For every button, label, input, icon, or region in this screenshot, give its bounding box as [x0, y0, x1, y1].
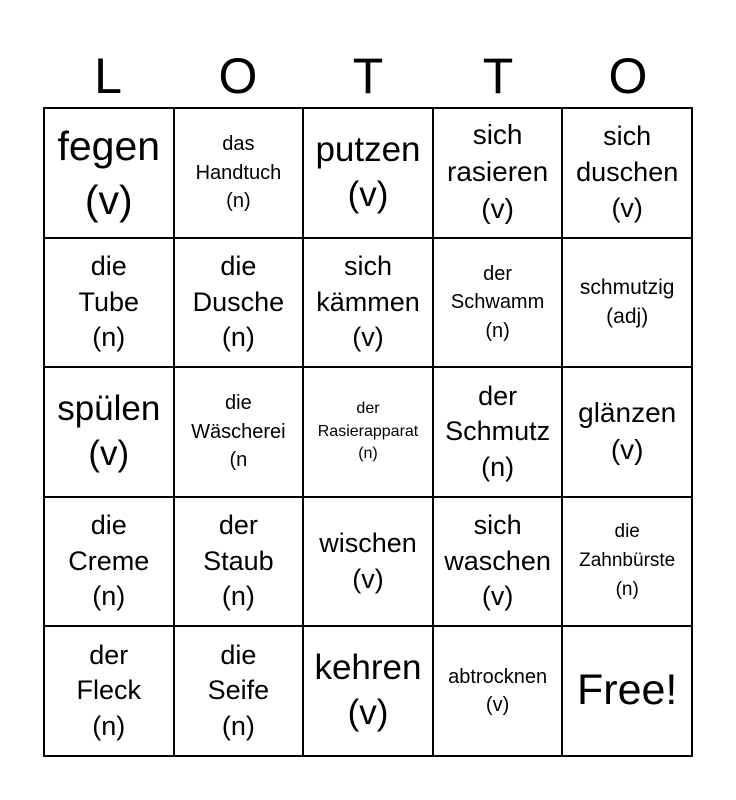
bingo-cell-label: abtrocknen (v) [448, 665, 548, 717]
bingo-cell-label: die Creme (n) [68, 510, 150, 612]
bingo-cell-label: putzen (v) [315, 130, 421, 214]
bingo-cell-label: die Seife (n) [207, 639, 270, 741]
bingo-cell-r3-c5[interactable] [562, 367, 692, 497]
bingo-cell-r4-c4[interactable] [433, 497, 563, 627]
bingo-cell-label: die Tube (n) [78, 250, 140, 353]
bingo-cell-r5-c5[interactable] [562, 626, 692, 756]
bingo-cell-r5-c4[interactable] [433, 626, 563, 756]
header-letter-3: T [352, 48, 384, 104]
bingo-cell-label: die Wäscherei (n [191, 392, 286, 472]
bingo-cell-r4-c3[interactable] [303, 497, 433, 627]
bingo-cell-label: der Staub (n) [203, 510, 274, 612]
bingo-cell-r1-c2[interactable] [174, 108, 304, 238]
bingo-cell-label: glänzen (v) [578, 397, 677, 465]
bingo-cell-r3-c4[interactable] [433, 367, 563, 497]
bingo-cell-r2-c4[interactable] [433, 238, 563, 368]
bingo-cell-r1-c5[interactable] [562, 108, 692, 238]
bingo-cell-r2-c5[interactable] [562, 238, 692, 368]
bingo-cell-r3-c2[interactable] [174, 367, 304, 497]
bingo-cell-label: die Zahnbürste (n) [579, 521, 676, 601]
bingo-cell-r2-c1[interactable] [44, 238, 174, 368]
bingo-cell-r5-c1[interactable] [44, 626, 174, 756]
bingo-cell-label: die Dusche (n) [192, 250, 285, 353]
bingo-cell-label: der Schmutz (n) [445, 380, 551, 482]
bingo-cell-label: sich waschen (v) [444, 510, 551, 612]
bingo-cell-r1-c4[interactable] [433, 108, 563, 238]
bingo-cell-r5-c3[interactable] [303, 626, 433, 756]
bingo-cell-label: Free! [577, 666, 678, 715]
bingo-cell-r3-c1[interactable] [44, 367, 174, 497]
bingo-cell-r2-c2[interactable] [174, 238, 304, 368]
bingo-cell-label: der Schwamm (n) [450, 262, 545, 342]
bingo-cell-label: sich duschen (v) [576, 121, 679, 223]
bingo-cell-label: sich rasieren (v) [447, 119, 549, 225]
bingo-cell-label: spülen (v) [57, 389, 161, 473]
header-letter-1: L [94, 48, 122, 104]
bingo-cell-r3-c3[interactable] [303, 367, 433, 497]
bingo-cell-label: sich kämmen (v) [316, 250, 420, 353]
bingo-cell-label: wischen (v) [319, 527, 417, 594]
bingo-cell-label: das Handtuch (n) [195, 133, 282, 212]
bingo-cell-r4-c2[interactable] [174, 497, 304, 627]
bingo-cell-r4-c1[interactable] [44, 497, 174, 627]
bingo-cell-label: der Rasierapparat (n) [317, 400, 419, 463]
header-letter-2: O [218, 48, 258, 104]
bingo-cell-label: kehren (v) [314, 648, 422, 733]
bingo-cell-r5-c2[interactable] [174, 626, 304, 756]
bingo-cell-r1-c3[interactable] [303, 108, 433, 238]
bingo-cell-r1-c1[interactable] [44, 108, 174, 238]
bingo-cell-r4-c5[interactable] [562, 497, 692, 627]
bingo-header [43, 44, 693, 108]
bingo-cell-label: der Fleck (n) [76, 639, 142, 741]
bingo-cell-label: fegen (v) [57, 122, 161, 223]
bingo-cell-r2-c3[interactable] [303, 238, 433, 368]
header-letter-4: T [482, 48, 514, 104]
bingo-board [43, 107, 693, 757]
bingo-cell-label: schmutzig (adj) [579, 275, 675, 329]
header-letter-5: O [608, 48, 648, 104]
